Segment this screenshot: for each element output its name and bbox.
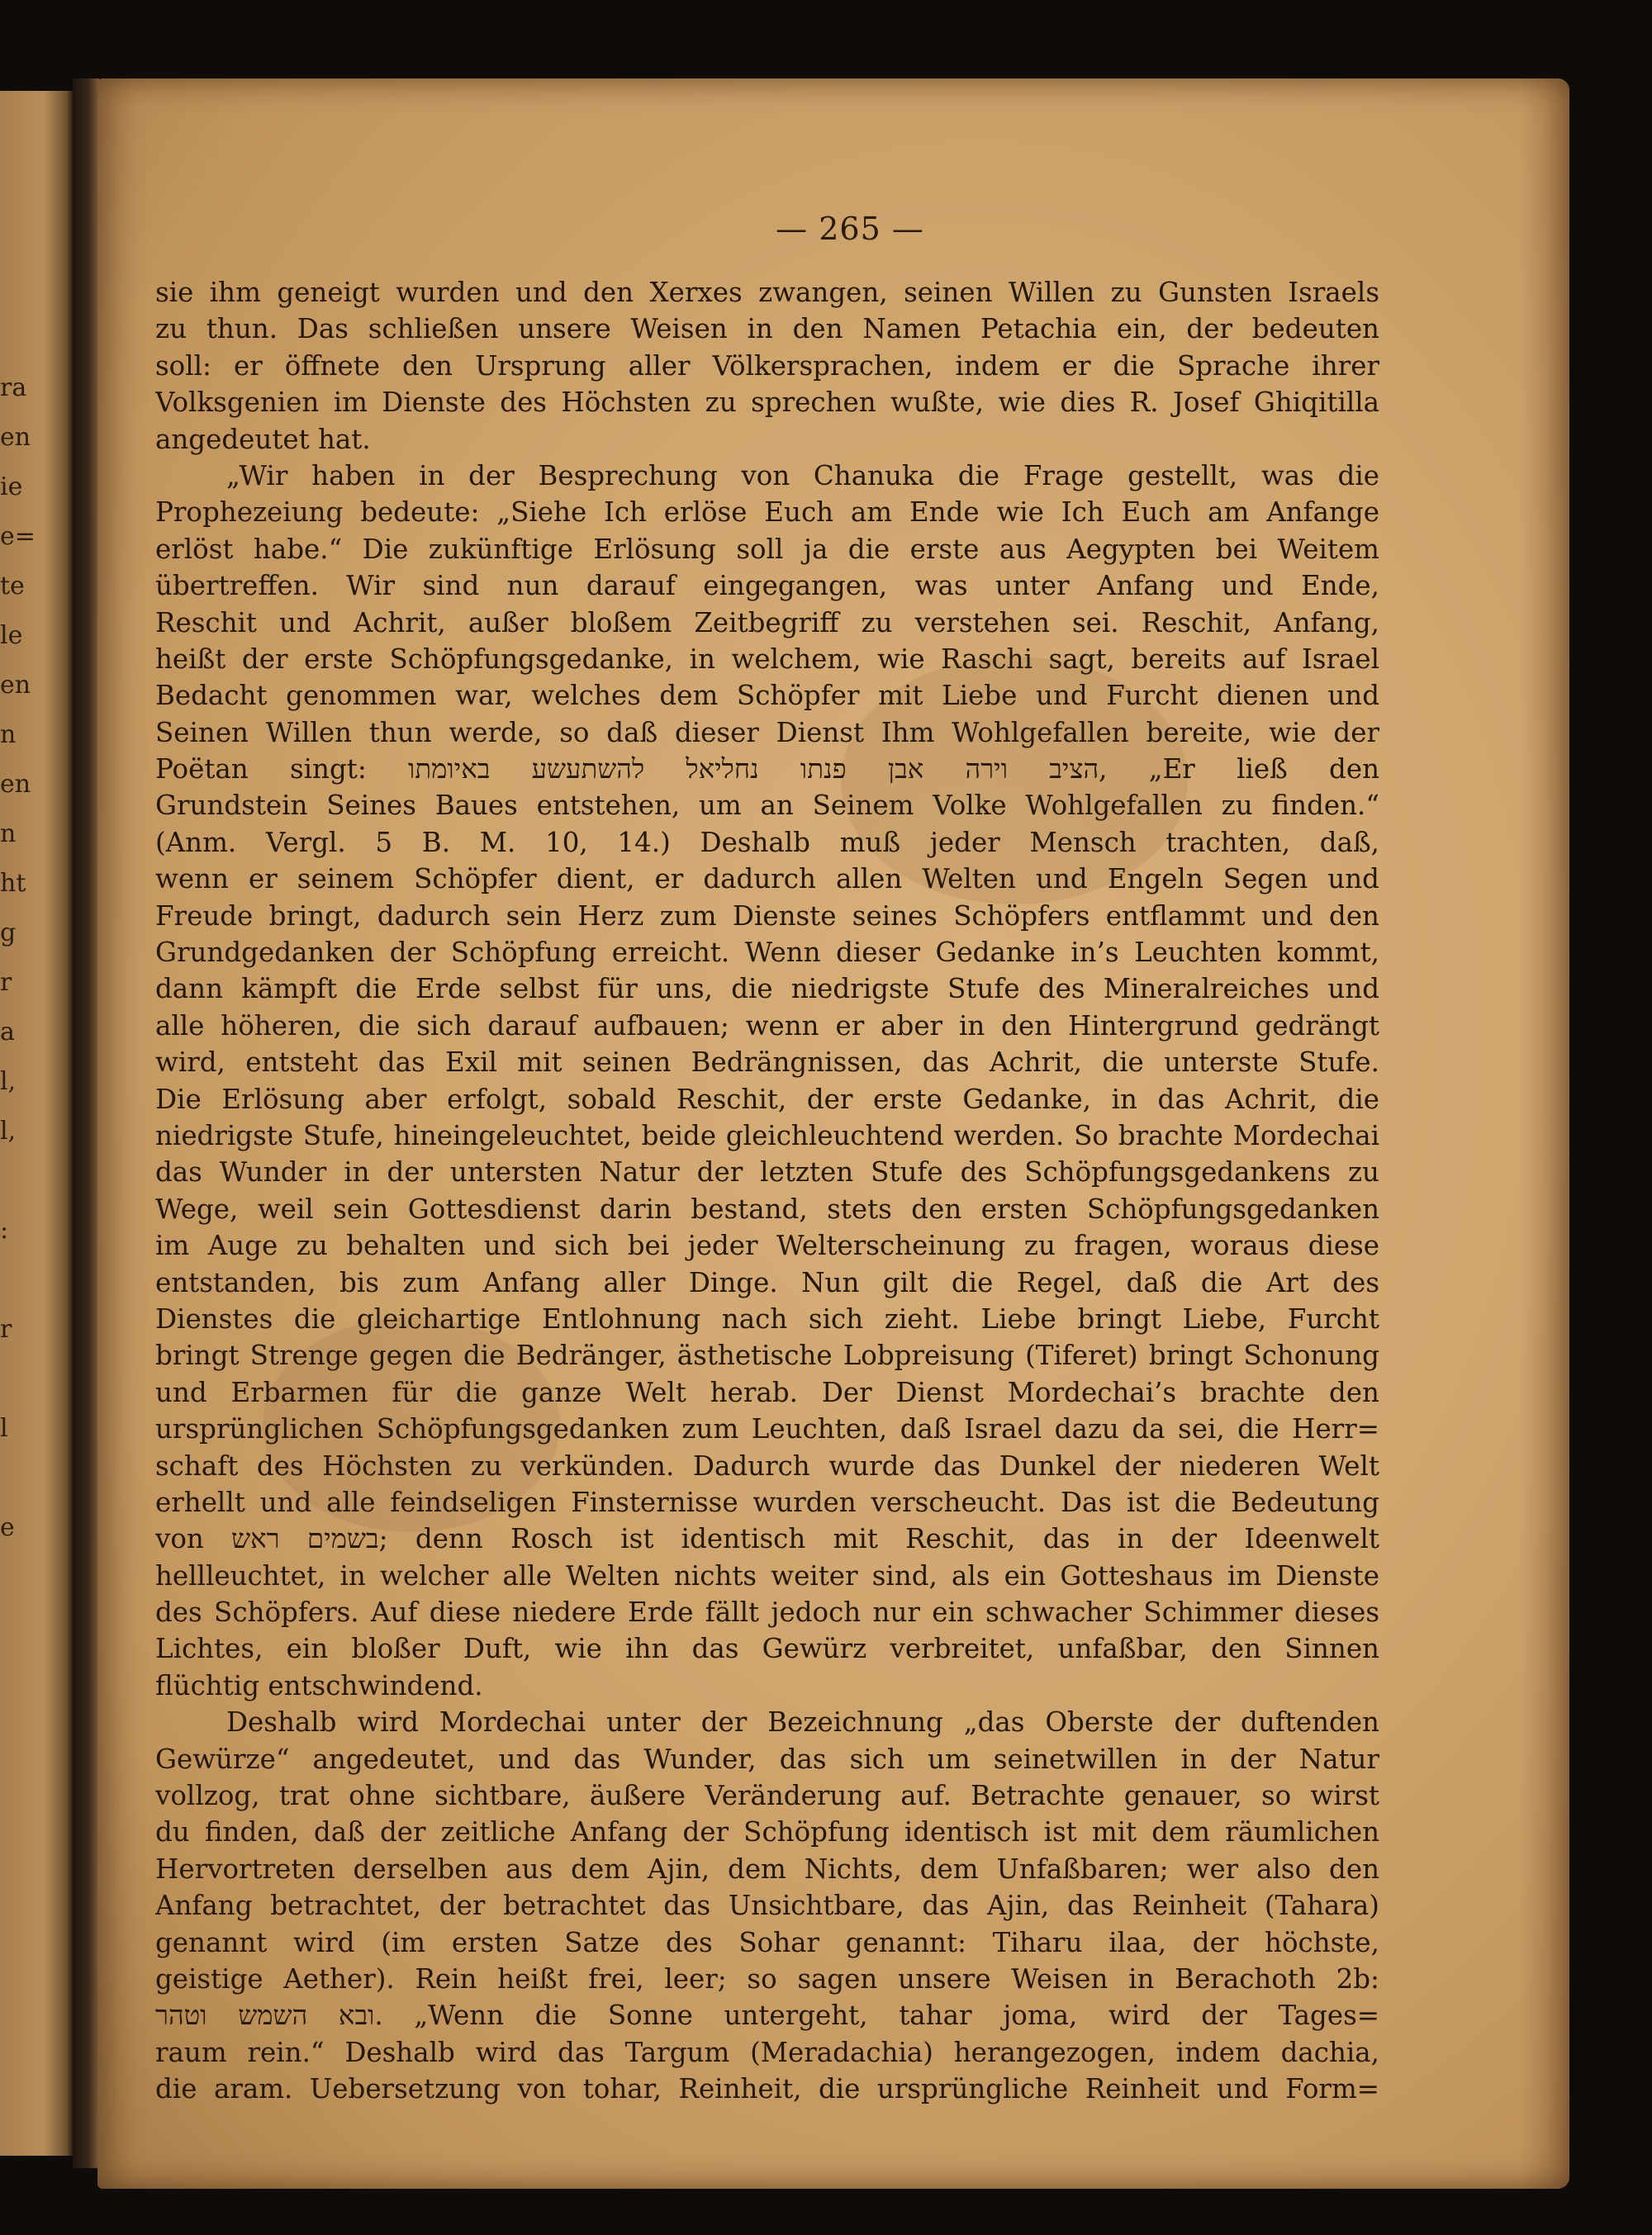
previous-page-fragment bbox=[0, 1355, 50, 1404]
text-line: Grundstein Seines Baues entstehen, um an Seinem Volke Wohlgefallen zu finden.“ bbox=[155, 790, 1379, 822]
text-line: Poëtan singt: הציב וירה אבן פנתו נחליאל להשתעשע באיומתו, „Er ließ den bbox=[155, 753, 1379, 785]
text-line: angedeutet hat. bbox=[155, 423, 371, 455]
previous-page-fragment: e bbox=[0, 1513, 15, 1542]
previous-page-fragment: e= bbox=[0, 522, 36, 551]
text-line: und Erbarmen für die ganze Welt herab. Der Dienst Mordechai’s brachte den bbox=[155, 1376, 1379, 1408]
page-number: — 265 — bbox=[776, 211, 924, 247]
text-line: hellleuchtet, in welcher alle Welten nichts weiter sind, als ein Gotteshaus im Dienste bbox=[155, 1559, 1379, 1592]
previous-page-fragment bbox=[0, 1255, 50, 1305]
previous-page-fragment: le bbox=[0, 621, 23, 650]
text-line: übertreffen. Wir sind nun darauf eingegangen, was unter Anfang und Ende, bbox=[155, 570, 1379, 602]
text-line: sie ihm geneigt wurden und den Xerxes zwangen, seinen Willen zu Gunsten Israels bbox=[155, 277, 1379, 308]
previous-page-fragment: ra bbox=[0, 373, 27, 402]
previous-page-fragment: : bbox=[0, 1216, 9, 1245]
text-line: Grundgedanken der Schöpfung erreicht. Wenn dieser Gedanke in’s Leuchten kommt, bbox=[155, 937, 1379, 969]
text-line: des Schöpfers. Auf diese niedere Erde fällt jedoch nur ein schwacher Schimmer dieses bbox=[155, 1597, 1379, 1629]
previous-page-fragment: a bbox=[0, 1018, 15, 1046]
previous-page-fragment: l bbox=[0, 1414, 8, 1443]
book-page bbox=[97, 78, 1569, 2189]
text-line: bringt Strenge gegen die Bedränger, ästhetische Lobpreisung (Tiferet) bringt Schonung bbox=[155, 1340, 1379, 1372]
text-line: Wege, weil sein Gottesdienst darin bestand, stets den ersten Schöpfungsgedanken bbox=[155, 1193, 1379, 1225]
text-line: ובא השמש וטהר. „Wenn die Sonne untergeht, tahar joma, wird der Tages= bbox=[155, 2000, 1379, 2032]
text-line: entstanden, bis zum Anfang aller Dinge. Nun gilt die Regel, daß die Art des bbox=[155, 1266, 1379, 1298]
text-line: soll: er öffnete den Ursprung aller Völkersprachen, indem er die Sprache ihrer bbox=[155, 349, 1379, 382]
previous-page-fragment: r bbox=[0, 968, 12, 997]
text-line: „Wir haben in der Besprechung von Chanuka die Frage gestellt, was die bbox=[226, 459, 1379, 491]
previous-page-fragment: te bbox=[0, 572, 25, 600]
text-line: Anfang betrachtet, der betrachtet das Unsichtbare, das Ajin, das Reinheit (Tahara) bbox=[155, 1890, 1379, 1922]
text-line: alle höheren, die sich darauf aufbauen; wenn er aber in den Hintergrund gedrängt bbox=[155, 1009, 1379, 1042]
text-line: Seinen Willen thun werde, so daß dieser Dienst Ihm Wohlgefallen bereite, wie der bbox=[155, 716, 1379, 748]
text-line: genannt wird (im ersten Satze des Sohar genannt: Tiharu ilaa, der höchste, bbox=[155, 1926, 1379, 1958]
text-line: Dienstes die gleichartige Entlohnung nach sich zieht. Liebe bringt Liebe, Furcht bbox=[155, 1303, 1379, 1335]
text-line: ursprünglichen Schöpfungsgedanken zum Leuchten, daß Israel dazu da sei, die Herr= bbox=[155, 1413, 1379, 1445]
text-line: Lichtes, ein bloßer Duft, wie ihn das Gewürz verbreitet, unfaßbar, den Sinnen bbox=[155, 1633, 1379, 1665]
previous-page-fragment: ie bbox=[0, 472, 23, 501]
text-line: du finden, daß der zeitliche Anfang der Schöpfung identisch ist mit dem räumlichen bbox=[155, 1816, 1379, 1848]
text-line: Volksgenien im Dienste des Höchsten zu sprechen wußte, wie dies R. Josef Ghiqitilla bbox=[155, 387, 1379, 419]
text-line: wenn er seinem Schöpfer dient, er dadurch allen Welten und Engeln Segen und bbox=[155, 863, 1379, 895]
page-right-edge bbox=[1520, 78, 1569, 2189]
text-line: Gewürze“ angedeutet, und das Wunder, das sich um seinetwillen in der Natur bbox=[155, 1743, 1379, 1775]
text-line: niedrigste Stufe, hineingeleuchtet, beide gleichleuchtend werden. So brachte Mordechai bbox=[155, 1119, 1379, 1151]
previous-page-fragment: en bbox=[0, 423, 31, 452]
text-line: die aram. Uebersetzung von tohar, Reinheit, die ursprüngliche Reinheit und Form= bbox=[155, 2073, 1379, 2105]
body-text bbox=[155, 274, 1379, 2108]
text-line: geistige Aether). Rein heißt frei, leer; so sagen unsere Weisen in Berachoth 2b: bbox=[155, 1962, 1379, 1995]
text-line: erlöst habe.“ Die zukünftige Erlösung soll ja die erste aus Aegypten bei Weitem bbox=[155, 533, 1379, 565]
text-line: zu thun. Das schließen unsere Weisen in den Namen Petachia ein, der bedeuten bbox=[155, 313, 1379, 345]
previous-page-fragment bbox=[0, 1454, 50, 1503]
previous-page-fragment: en bbox=[0, 770, 31, 799]
text-line: (Anm. Vergl. 5 B. M. 10, 14.) Deshalb muß jeder Mensch trachten, daß, bbox=[155, 826, 1379, 858]
text-line: raum rein.“ Deshalb wird das Targum (Meradachia) herangezogen, indem dachia, bbox=[155, 2036, 1379, 2068]
previous-page-edge bbox=[0, 91, 73, 2156]
text-line: Freude bringt, dadurch sein Herz zum Dienste seines Schöpfers entflammt und den bbox=[155, 899, 1379, 932]
previous-page-fragment: l, bbox=[0, 1117, 17, 1146]
previous-page-fragment: n bbox=[0, 819, 17, 848]
text-line: von בשמים ראש; denn Rosch ist identisch mit Reschit, das in der Ideenwelt bbox=[155, 1523, 1379, 1555]
text-line: wird, entsteht das Exil mit seinen Bedrängnissen, das Achrit, die unterste Stufe. bbox=[155, 1046, 1379, 1079]
text-line: im Auge zu behalten und sich bei jeder Welterscheinung zu fragen, woraus diese bbox=[155, 1230, 1379, 1262]
previous-page-fragment: g bbox=[0, 918, 17, 947]
text-line: dann kämpft die Erde selbst für uns, die niedrigste Stufe des Mineralreiches und bbox=[155, 973, 1379, 1005]
previous-page-fragment bbox=[0, 1156, 50, 1206]
text-line: Deshalb wird Mordechai unter der Bezeichnung „das Oberste der duftenden bbox=[226, 1706, 1379, 1739]
previous-page-text-fragments bbox=[0, 363, 50, 1553]
text-line: das Wunder in der untersten Natur der letzten Stufe des Schöpfungsgedankens zu bbox=[155, 1156, 1379, 1189]
text-line: Reschit und Achrit, außer bloßem Zeitbegriff zu verstehen sei. Reschit, Anfang, bbox=[155, 606, 1379, 638]
text-line: Prophezeiung bedeute: „Siehe Ich erlöse Euch am Ende wie Ich Euch am Anfange bbox=[155, 496, 1379, 529]
text-line: schaft des Höchsten zu verkünden. Dadurch wurde das Dunkel der niederen Welt bbox=[155, 1450, 1379, 1482]
text-line: vollzog, trat ohne sichtbare, äußere Veränderung auf. Betrachte genauer, so wirst bbox=[155, 1780, 1379, 1812]
previous-page-fragment: r bbox=[0, 1315, 12, 1344]
previous-page-fragment: n bbox=[0, 720, 17, 749]
text-line: Hervortreten derselben aus dem Ajin, dem Nichts, dem Unfaßbaren; wer also den bbox=[155, 1853, 1379, 1885]
previous-page-fragment: ht bbox=[0, 869, 26, 898]
previous-page-fragment: l, bbox=[0, 1067, 17, 1096]
text-line: flüchtig entschwindend. bbox=[155, 1669, 483, 1701]
previous-page-fragment: en bbox=[0, 671, 31, 700]
text-line: erhellt und alle feindseligen Finsternisse wurden verscheucht. Das ist die Bedeutung bbox=[155, 1486, 1379, 1518]
text-line: Die Erlösung aber erfolgt, sobald Reschit, der erste Gedanke, in das Achrit, die bbox=[155, 1083, 1379, 1115]
text-line: Bedacht genommen war, welches dem Schöpfer mit Liebe und Furcht dienen und bbox=[155, 680, 1379, 712]
text-line: heißt der erste Schöpfungsgedanke, in welchem, wie Raschi sagt, bereits auf Israel bbox=[155, 643, 1379, 675]
book-gutter bbox=[73, 78, 99, 2168]
